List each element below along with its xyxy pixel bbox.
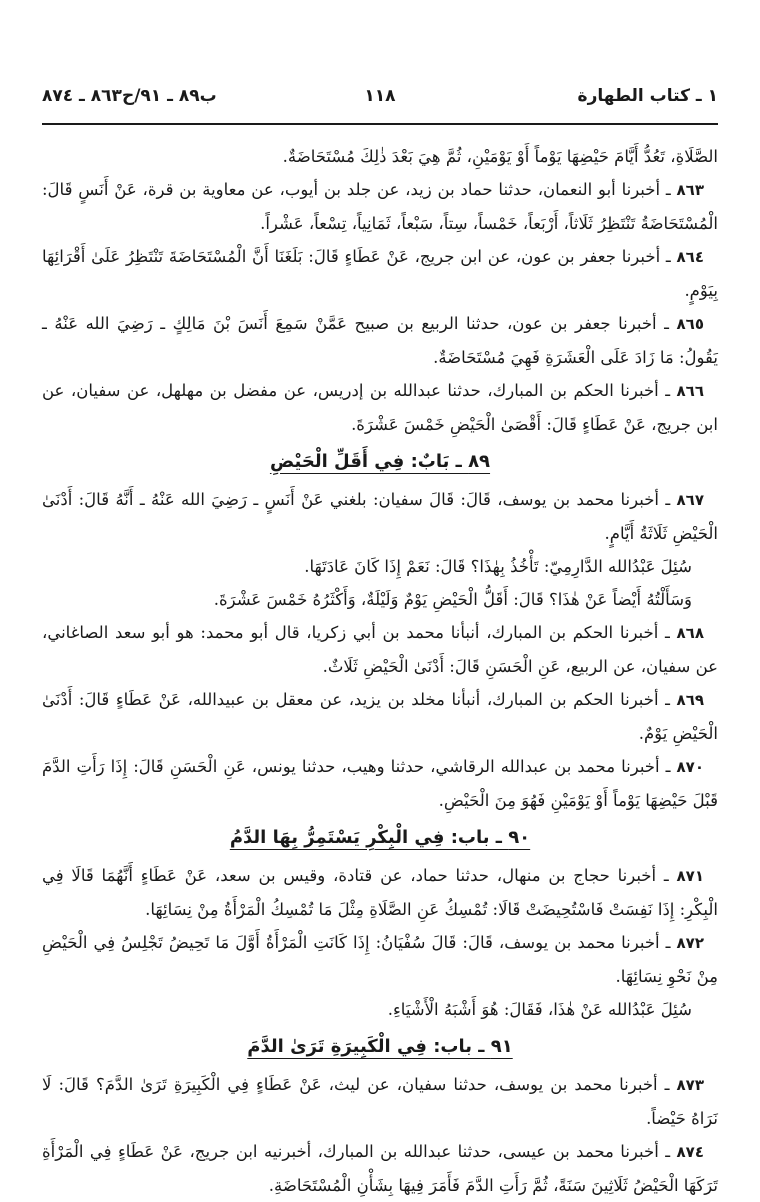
hadith-paragraph	[42, 1068, 718, 1135]
running-head	[42, 86, 718, 112]
hadith-number: ٨٦٥	[676, 315, 704, 333]
text-paragraph	[42, 583, 718, 616]
hadith-number: ٨٧١	[676, 867, 704, 885]
hadith-paragraph	[42, 1135, 718, 1202]
chapter-heading: ٩٠ ـ باب: فِي الْبِكْرِ يَسْتَمِرُّ بِهَا الدَّمُ	[229, 827, 531, 848]
hadith-number: ٨٦٨	[676, 624, 704, 642]
paragraph-text: ـ أخبرنا محمد بن عبدالله الرقاشي، حدثنا وهيب، حدثنا يونس، عَنِ الْحَسَنِ قَالَ: إِذَا رَأَتِ الدَّمَ قَبْلَ حَيْضِهَا يَوْماً أَوْ يَوْمَيْنِ فَهُوَ مِنَ الْحَيْضِ.	[42, 757, 718, 810]
hadith-paragraph	[42, 307, 718, 374]
hadith-paragraph	[42, 483, 718, 550]
paragraph-text: ـ أخبرنا محمد بن يوسف، حدثنا سفيان، عن ليث، عَنْ عَطَاءٍ فِي الْكَبِيرَةِ تَرَىٰ الدَّمَ؟ قَالَ: لَا نَرَاهُ حَيْضاً.	[42, 1075, 718, 1128]
hadith-number: ٨٧٠	[676, 758, 704, 776]
section-range: ب٨٩ ـ ٩١/ح٨٦٣ ـ ٨٧٤	[42, 86, 217, 106]
hadith-number: ٨٧٣	[676, 1076, 704, 1094]
paragraph-text: سُئِلَ عَبْدُالله الدَّارِمِيّ: تَأْخُذُ بِهٰذَا؟ قَالَ: نَعَمْ إِذَا كَانَ عَادَتَهَا.	[304, 557, 692, 576]
hadith-number: ٨٦٧	[676, 491, 704, 509]
paragraph-text: ـ أخبرنا محمد بن يوسف، قَالَ: قَالَ سُفْيَانُ: إِذَا كَانَتِ الْمَرْأَةُ أَوَّلَ مَا تَحِيضُ تَجْلِسُ فِي الْحَيْضِ مِنْ نَحْوِ نِسَائِهَا.	[42, 933, 718, 986]
hadith-number: ٨٧٤	[676, 1143, 704, 1161]
paragraph-text: ـ أخبرنا الحكم بن المبارك، أنبأنا محمد بن أبي زكريا، قال أبو محمد: هو أبو سعد الصاغاني، عن سفيان، عن الربيع، عَنِ الْحَسَنِ قَالَ: أَدْنَىٰ الْحَيْضِ ثَلَاثٌ.	[42, 623, 718, 676]
text-paragraph	[42, 550, 718, 583]
hadith-paragraph	[42, 374, 718, 441]
paragraph-text: ـ أخبرنا أبو النعمان، حدثنا حماد بن زيد، عن جلد بن أيوب، عن معاوية بن قرة، عَنْ أَنَسٍ قَالَ: الْمُسْتَحَاضَةُ تَنْتَظِرُ ثَلَاثاً، أَرْبَعاً، خَمْساً، سِتاً، سَبْعاً، ثَمَانِياً، تِسْعاً، عَشْراً.	[42, 180, 718, 233]
paragraph-text: ـ أخبرنا الحكم بن المبارك، حدثنا عبدالله بن إدريس، عن مفضل بن مهلهل، عن سفيان، عن ابن جريج، عَنْ عَطَاءٍ قَالَ: أَقْصَىٰ الْحَيْضِ خَمْسَ عَشْرَةَ.	[42, 381, 718, 434]
hadith-paragraph	[42, 926, 718, 993]
paragraph-text: ـ أخبرنا حجاج بن منهال، حدثنا حماد، عن قتادة، وقيس بن سعد، عَنْ عَطَاءٍ أَنَّهُمَا قَالَا فِي الْبِكْرِ: إِذَا نَفِسَتْ فَاسْتُحِيضَتْ قَالَا: تُمْسِكُ عَنِ الصَّلَاةِ مِثْلَ مَا تُمْسِكُ الْمَرْأَةُ مِنْ نِسَائِهَا.	[42, 866, 718, 919]
paragraph-text: ـ أخبرنا محمد بن يوسف، قَالَ: قَالَ سفيان: بلغني عَنْ أَنَسٍ ـ رَضِيَ الله عَنْهُ ـ أَنَّهُ قَالَ: أَدْنَىٰ الْحَيْضِ ثَلَاثَةُ أَيَّامٍ.	[42, 490, 718, 543]
hadith-number: ٨٧٢	[676, 934, 704, 952]
hadith-paragraph	[42, 616, 718, 683]
text-body	[42, 140, 718, 1202]
hadith-number: ٨٦٣	[676, 181, 704, 199]
hadith-paragraph	[42, 859, 718, 926]
hadith-paragraph	[42, 173, 718, 240]
hadith-number: ٨٦٤	[676, 248, 704, 266]
hadith-number: ٨٦٦	[676, 382, 704, 400]
hadith-number: ٨٦٩	[676, 691, 705, 709]
hadith-paragraph	[42, 750, 718, 817]
page-number: ١١٨	[364, 86, 396, 106]
header-rule	[42, 123, 718, 125]
paragraph-text: وَسَأَلْتُهُ أَيْضاً عَنْ هٰذَا؟ قَالَ: أَقَلُّ الْحَيْضِ يَوْمٌ وَلَيْلَةٌ، وَأَكْثَرُهُ خَمْسَ عَشْرَةَ.	[213, 590, 692, 609]
text-paragraph	[42, 140, 718, 173]
paragraph-text: ـ أخبرنا الحكم بن المبارك، أنبأنا مخلد بن يزيد، عن معقل بن عبيدالله، عَنْ عَطَاءٍ قَالَ: أَدْنَىٰ الْحَيْضِ يَوْمٌ.	[42, 690, 718, 743]
paragraph-text: ـ أخبرنا محمد بن عيسى، حدثنا عبدالله بن المبارك، أخبرنيه ابن جريج، عَنْ عَطَاءٍ فِي الْمَرْأَةِ تَرَكَهَا الْحَيْضُ ثَلَاثِينَ سَنَةً، ثُمَّ رَأَتِ الدَّمَ فَأَمَرَ فِيهَا بِشَأْنِ الْمُسْتَحَاضَةِ.	[42, 1142, 718, 1195]
chapter-heading: ٨٩ ـ بَابٌ: فِي أَقَلِّ الْحَيْضِ	[269, 451, 491, 472]
chapter-heading: ٩١ ـ باب: فِي الْكَبِيرَةِ تَرَىٰ الدَّمَ	[247, 1036, 513, 1057]
paragraph-text: ـ أخبرنا جعفر بن عون، حدثنا الربيع بن صبيح عَمَّنْ سَمِعَ أَنَسَ بْنَ مَالِكٍ ـ رَضِيَ الله عَنْهُ ـ يَقُولُ: مَا زَادَ عَلَى الْعَشَرَةِ فَهِيَ مُسْتَحَاضَةٌ.	[42, 314, 718, 367]
chapter-title: ١ ـ كتاب الطهارة	[577, 86, 718, 106]
paragraph-text: سُئِلَ عَبْدُالله عَنْ هٰذَا، فَقَالَ: هُوَ أَشْبَهُ الْأَشْيَاءِ.	[387, 1000, 692, 1019]
paragraph-text: الصَّلَاةِ، تَعُدُّ أَيَّامَ حَيْضِهَا يَوْماً أَوْ يَوْمَيْنِ، ثُمَّ هِيَ بَعْدَ ذٰلِكَ مُسْتَحَاضَةٌ.	[282, 147, 718, 166]
hadith-paragraph	[42, 240, 718, 307]
hadith-paragraph	[42, 683, 718, 750]
paragraph-text: ـ أخبرنا جعفر بن عون، عن ابن جريج، عَنْ عَطَاءٍ قَالَ: بَلَغَنَا أَنَّ الْمُسْتَحَاضَةَ تَنْتَظِرُ عَلَىٰ أَقْرَائِهَا بِيَوْمٍ.	[42, 247, 718, 300]
text-paragraph	[42, 993, 718, 1026]
